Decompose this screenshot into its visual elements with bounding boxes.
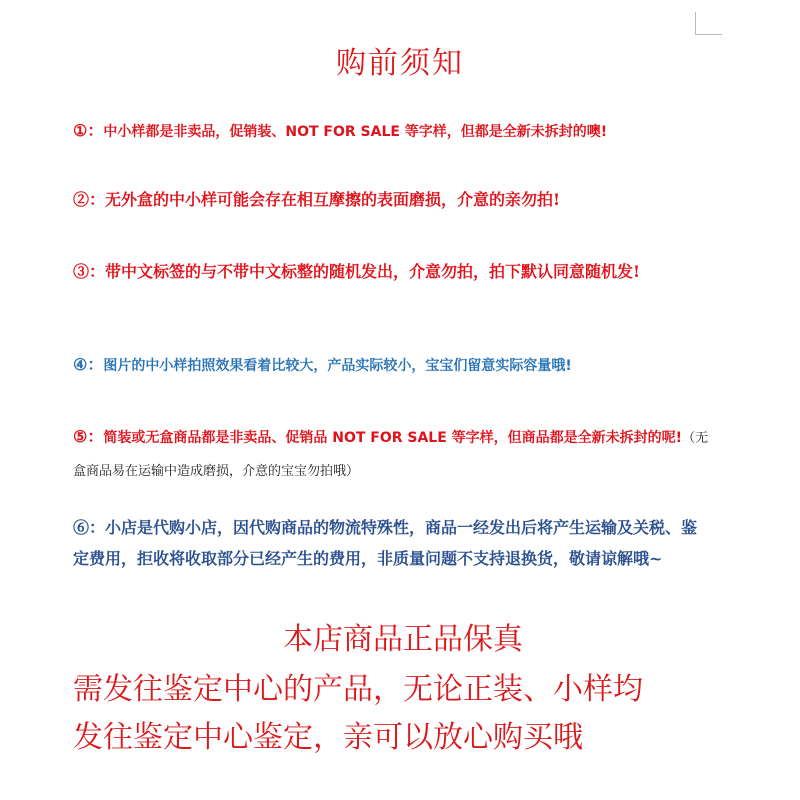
notice-2 [73, 184, 713, 215]
notice-3-text: 带中文标签的与不带中文标整的随机发出，介意勿拍，拍下默认同意随机发! [105, 262, 641, 281]
notice-6-text: 小店是代购小店，因代购商品的物流特殊性，商品一经发出后将产生运输及关税、鉴定费用，拒收将收取部分已经产生的费用，非质量问题不支持退换货，敬请谅解哦~ [73, 518, 698, 568]
notice-1 [73, 115, 713, 148]
notice-5-note: （无盒商品易在运输中造成磨损，介意的宝宝勿拍哦） [73, 431, 709, 479]
notice-4-text: 图片的中小样拍照效果看着比较大，产品实际较小，宝宝们留意实际容量哦! [103, 358, 572, 374]
notice-6-number: ⑥： [73, 518, 106, 537]
notice-2-number: ②： [73, 190, 106, 209]
notice-5-text: 简装或无盒商品都是非卖品、促销品 NOT FOR SALE 等字样，但商品都是全新未拆封的呢! [103, 430, 683, 446]
notice-2-text: 无外盒的中小样可能会存在相互摩擦的表面磨损，介意的亲勿拍! [105, 190, 561, 209]
notice-1-number: ①： [73, 121, 104, 140]
authenticity-line-3: 发往鉴定中心鉴定，亲可以放心购买哦 [73, 720, 583, 755]
notice-3-number: ③： [73, 262, 106, 281]
notice-5 [73, 421, 713, 487]
notice-4-number: ④： [73, 355, 104, 374]
notice-6 [73, 512, 713, 574]
page-corner-mark [695, 12, 722, 35]
authenticity-heading: 本店商品正品保真 [283, 622, 523, 657]
notice-1-text: 中小样都是非卖品，促销装、NOT FOR SALE 等字样，但都是全新未拆封的噢! [103, 124, 608, 140]
notice-4 [73, 349, 713, 382]
page-title: 购前须知 [336, 46, 464, 81]
notice-3 [73, 256, 713, 287]
authenticity-line-2: 需发往鉴定中心的产品，无论正装、小样均 [73, 672, 643, 707]
notice-5-number: ⑤： [73, 427, 104, 446]
